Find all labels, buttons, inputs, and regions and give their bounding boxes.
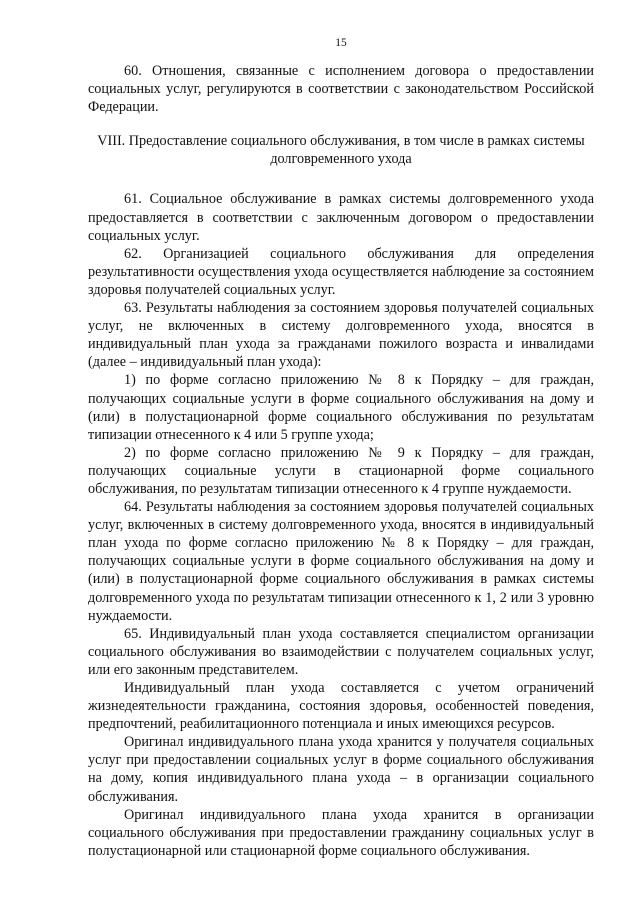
paragraph-63-item-2: 2) по форме согласно приложению № 9 к Порядку – для граждан, получающих социальные услуги в стационарной форме социального обслуживания, по результатам типизации отнесенного к 4 группе нуждаемости. [88,444,594,497]
paragraph-65-original-home: Оригинал индивидуального плана ухода хранится у получателя социальных услуг при предоставлении социальных услуг в форме социального обслуживания на дому, копия индивидуального плана ухода – в организации социального обслуживания. [88,734,594,805]
paragraph-62: 62. Организацией социального обслуживания для определения результативности осуществления ухода осуществляется наблюдение за состоянием здоровья получателей социальных услуг. [88,245,594,298]
paragraph-63: 63. Результаты наблюдения за состоянием здоровья получателей социальных услуг, не включенных в систему долговременного ухода, вносятся в индивидуальный план ухода за гражданами пожилого возраста и инвалидами (далее – индивидуальный план ухода): [88,300,594,371]
page-number: 15 [335,37,347,49]
paragraph-63-item-1: 1) по форме согласно приложению № 8 к Порядку – для граждан, получающих социальные услуги в форме социального обслуживания на дому и (или) в полустационарной форме социального обслуживания по результатам типизации отнесенного к 4 или 5 группе ухода; [88,372,594,443]
paragraph-65-original-organization: Оригинал индивидуального плана ухода хранится в организации социального обслуживания при предоставлении гражданину социальных услуг в полустационарной или стационарной форме социального обслуживания. [88,806,594,859]
paragraph-64: 64. Результаты наблюдения за состоянием здоровья получателей социальных услуг, включенных в систему долговременного ухода, вносятся в индивидуальный план ухода по форме согласно приложению № 8 к Порядку – для граждан, получающих социальные услуги в форме социального обслуживания на дому и (или) в полустационарной форме социального обслуживания в рамках системы долговременного ухода по результатам типизации отнесенного к 1, 2 или 3 уровню нуждаемости. [88,499,594,624]
paragraph-65: 65. Индивидуальный план ухода составляется специалистом организации социального обслуживания во взаимодействии с получателем социальных услуг, или его законным представителем. [88,625,594,678]
paragraph-60: 60. Отношения, связанные с исполнением договора о предоставлении социальных услуг, регулируются в соответствии с законодательством Российской Федерации. [88,63,594,116]
paragraph-61: 61. Социальное обслуживание в рамках системы долговременного ухода предоставляется в соответствии с заключенным договором о предоставлении социальных услуг. [88,191,594,244]
paragraph-65-constraints: Индивидуальный план ухода составляется с учетом ограничений жизнедеятельности гражданина, состояния здоровья, особенностей поведения, предпочтений, реабилитационного потенциала и иных имеющихся ресурсов. [88,680,594,733]
section-heading: VIII. Предоставление социального обслуживания, в том числе в рамках системы долговременного ухода [97,133,585,168]
